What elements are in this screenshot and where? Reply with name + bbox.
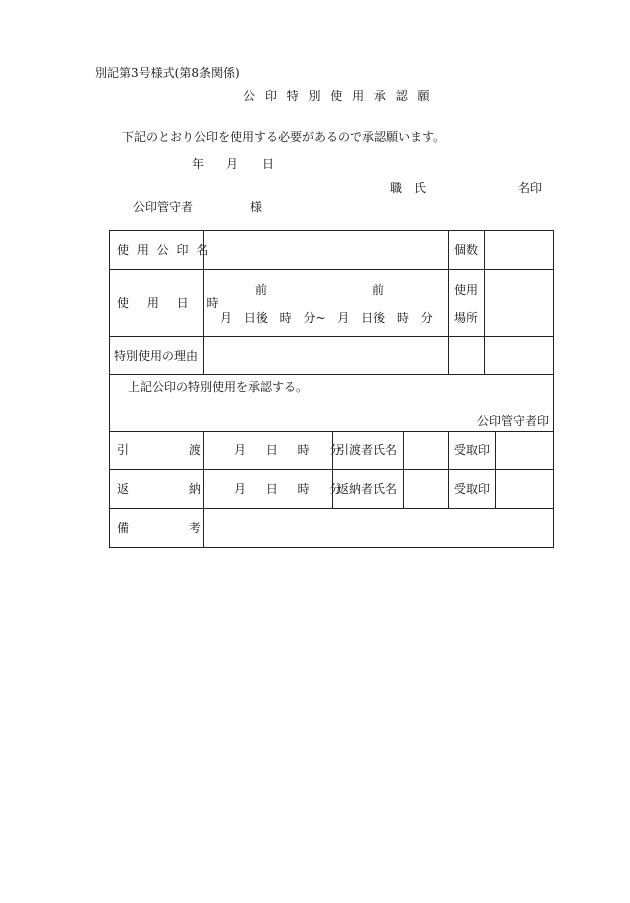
approval-text: 上記公印の特別使用を承認する。 bbox=[128, 380, 309, 394]
table-col-divider bbox=[448, 230, 449, 375]
date-year: 年 bbox=[192, 157, 205, 171]
handover-person-label: 引渡者氏名 bbox=[337, 443, 398, 457]
applicant-seal: 名印 bbox=[518, 181, 543, 195]
reason-label: 特別使用の理由 bbox=[114, 349, 199, 363]
datetime-range: 月 日後 時 分~ 月 日後 時 分 bbox=[220, 311, 433, 325]
approver-seal: 公印管守者印 bbox=[477, 414, 550, 428]
table-border-bottom bbox=[109, 547, 554, 548]
return-person-label: 返納者氏名 bbox=[337, 482, 398, 496]
table-col-divider bbox=[203, 431, 204, 548]
table-row-divider bbox=[109, 374, 553, 375]
request-text: 下記のとおり公印を使用する必要があるので承認願います。 bbox=[122, 130, 446, 144]
datetime-before-end: 前 bbox=[372, 283, 385, 297]
return-time: 月 日 時 分 bbox=[234, 482, 342, 496]
date-day: 日 bbox=[262, 157, 275, 171]
datetime-before-start: 前 bbox=[255, 283, 268, 297]
form-label: 別記第3号様式(第8条関係) bbox=[95, 66, 240, 80]
table-row-divider bbox=[109, 269, 553, 270]
datetime-label: 使 用 日 時 bbox=[117, 296, 219, 310]
return-receipt-label: 受取印 bbox=[454, 482, 491, 496]
table-row-divider bbox=[109, 336, 553, 337]
remarks-label: 備 考 bbox=[117, 521, 201, 535]
table-border-top bbox=[109, 230, 553, 231]
return-label: 返 納 bbox=[117, 482, 201, 496]
addressee-label: 公印管守者 bbox=[133, 200, 194, 214]
seal-name-label: 使 用 公 印 名 bbox=[117, 243, 209, 257]
applicant-position-name: 職 氏 bbox=[390, 181, 426, 195]
handover-time: 月 日 時 分 bbox=[234, 443, 342, 457]
table-row-divider bbox=[109, 508, 553, 509]
date-month: 月 bbox=[226, 157, 239, 171]
table-row-divider bbox=[109, 469, 553, 470]
table-col-divider bbox=[448, 431, 449, 509]
place-label-line2: 場所 bbox=[454, 311, 479, 325]
table-col-divider bbox=[403, 431, 404, 509]
table-row-divider bbox=[109, 431, 553, 432]
table-border-left bbox=[109, 230, 110, 548]
table-border-right bbox=[553, 230, 554, 548]
place-label-line1: 使用 bbox=[454, 283, 479, 297]
table-col-divider bbox=[484, 230, 485, 375]
count-label: 個数 bbox=[454, 243, 479, 257]
table-col-divider bbox=[495, 431, 496, 509]
page-title: 公 印 特 別 使 用 承 認 願 bbox=[243, 89, 430, 103]
addressee-honorific: 様 bbox=[250, 200, 263, 214]
handover-label: 引 渡 bbox=[117, 443, 201, 457]
handover-receipt-label: 受取印 bbox=[454, 443, 491, 457]
